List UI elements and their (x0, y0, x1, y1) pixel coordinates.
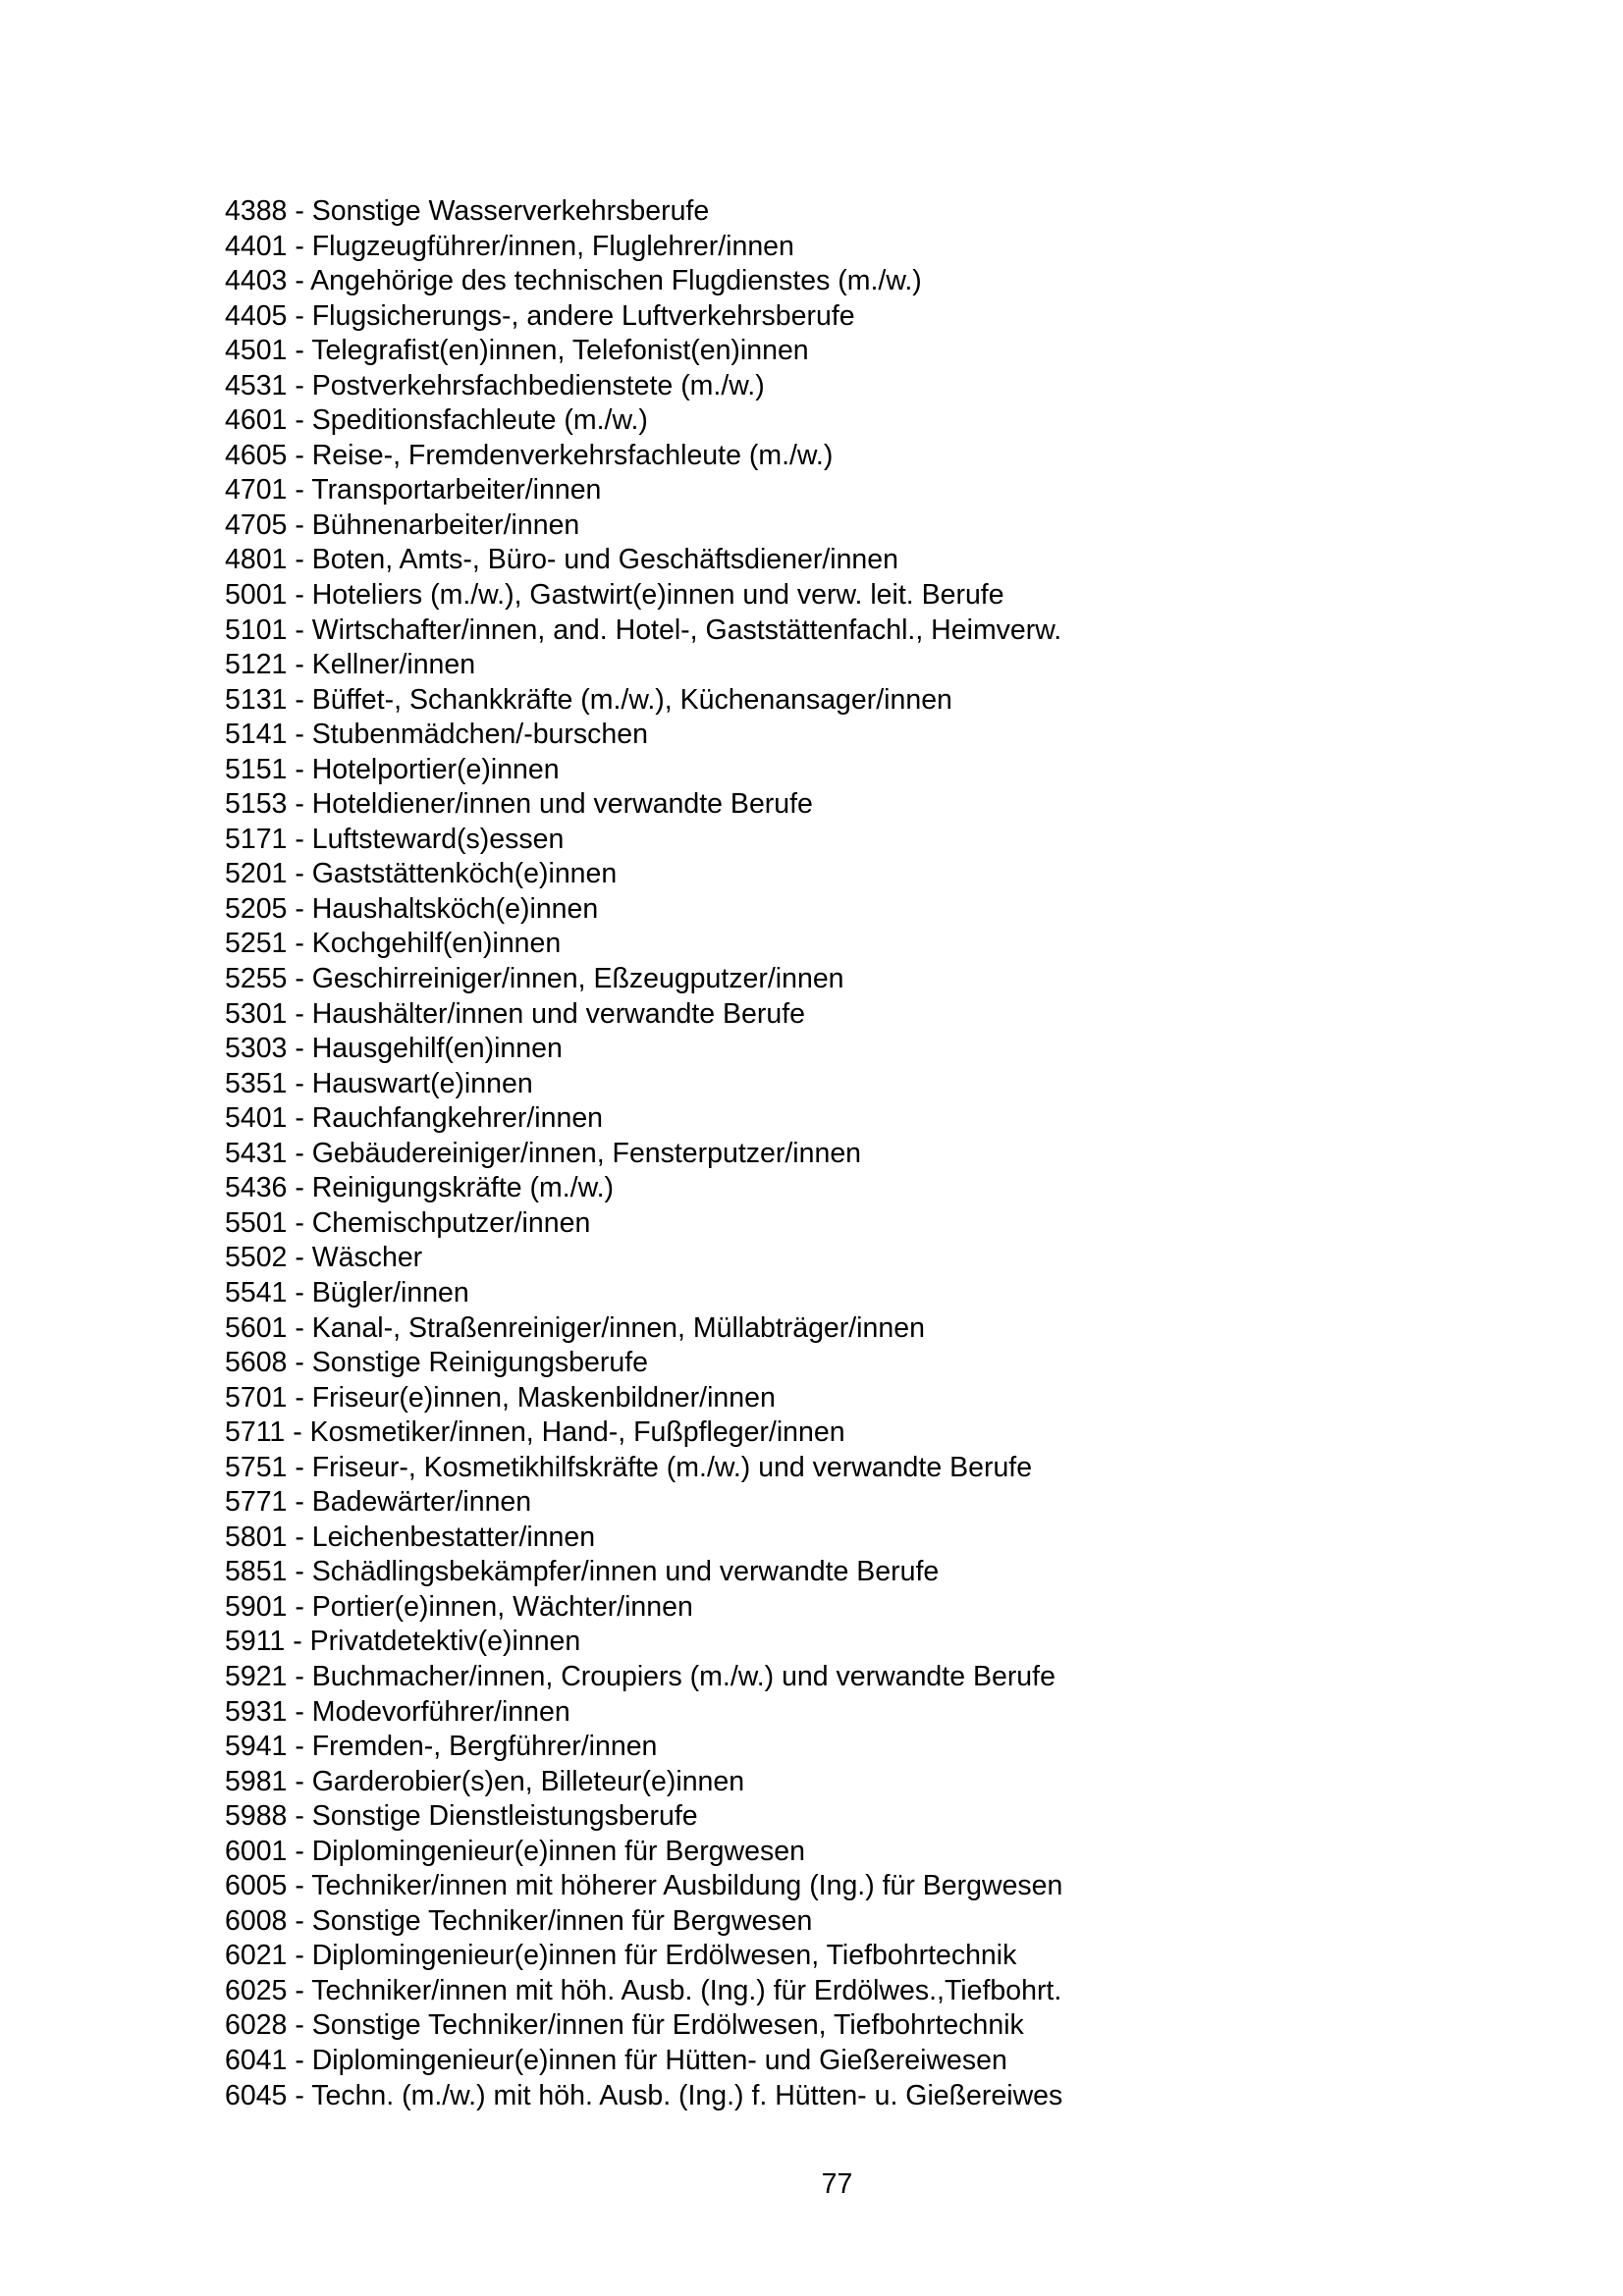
list-item: 6001 - Diplomingenieur(e)innen für Bergwesen (225, 1835, 805, 1867)
list-item: 5921 - Buchmacher/innen, Croupiers (m./w.) und verwandte Berufe (225, 1660, 1055, 1692)
list-item: 5608 - Sonstige Reinigungsberufe (225, 1347, 648, 1379)
list-item: 6045 - Techn. (m./w.) mit höh. Ausb. (Ing.) f. Hütten- u. Gießereiwes (225, 2079, 1063, 2111)
list-item: 4388 - Sonstige Wasserverkehrsberufe (225, 195, 710, 227)
list-item: 6028 - Sonstige Techniker/innen für Erdölwesen, Tiefbohrtechnik (225, 2009, 1024, 2042)
list-item: 5771 - Badewärter/innen (225, 1486, 532, 1519)
page-number: 77 (821, 2168, 853, 2200)
list-item: 5301 - Haushälter/innen und verwandte Berufe (225, 997, 805, 1030)
list-item: 6021 - Diplomingenieur(e)innen für Erdölwesen, Tiefbohrtechnik (225, 1940, 1017, 1972)
list-item: 6008 - Sonstige Techniker/innen für Bergwesen (225, 1904, 813, 1937)
list-item: 5151 - Hotelportier(e)innen (225, 753, 560, 785)
list-item: 5131 - Büffet-, Schankkräfte (m./w.), Küchenansager/innen (225, 683, 952, 716)
list-item: 5601 - Kanal-, Straßenreiniger/innen, Müllabträger/innen (225, 1311, 925, 1344)
list-item: 4501 - Telegrafist(en)innen, Telefonist(en)innen (225, 335, 809, 367)
list-item: 5851 - Schädlingsbekämpfer/innen und verwandte Berufe (225, 1556, 940, 1588)
list-item: 5502 - Wäscher (225, 1242, 423, 1274)
list-item: 5001 - Hoteliers (m./w.), Gastwirt(e)innen und verw. leit. Berufe (225, 579, 1004, 612)
list-item: 4401 - Flugzeugführer/innen, Fluglehrer/innen (225, 230, 794, 262)
list-item: 5201 - Gaststättenköch(e)innen (225, 858, 618, 890)
list-item: 5436 - Reinigungskräfte (m./w.) (225, 1172, 615, 1204)
list-item: 5431 - Gebäudereiniger/innen, Fensterputzer/innen (225, 1137, 862, 1169)
list-item: 4701 - Transportarbeiter/innen (225, 474, 602, 507)
list-item: 4403 - Angehörige des technischen Flugdienstes (m./w.) (225, 265, 922, 297)
list-item: 5981 - Garderobier(s)en, Billeteur(e)innen (225, 1765, 745, 1797)
list-item: 5205 - Haushaltsköch(e)innen (225, 892, 599, 925)
list-item: 6041 - Diplomingenieur(e)innen für Hütten- und Gießereiwesen (225, 2044, 1007, 2076)
list-item: 5911 - Privatdetektiv(e)innen (225, 1626, 581, 1658)
list-item: 5988 - Sonstige Dienstleistungsberufe (225, 1800, 698, 1833)
list-item: 5541 - Bügler/innen (225, 1276, 469, 1308)
list-item: 5801 - Leichenbestatter/innen (225, 1521, 596, 1553)
list-item: 6005 - Techniker/innen mit höherer Ausbildung (Ing.) für Bergwesen (225, 1870, 1063, 1902)
list-item: 5401 - Rauchfangkehrer/innen (225, 1102, 604, 1135)
list-item: 5251 - Kochgehilf(en)innen (225, 928, 562, 960)
list-item: 5255 - Geschirreiniger/innen, Eßzeugputzer/innen (225, 963, 844, 995)
list-item: 5101 - Wirtschafter/innen, and. Hotel-, Gaststättenfachl., Heimverw. (225, 614, 1062, 646)
list-item: 4705 - Bühnenarbeiter/innen (225, 508, 580, 541)
list-item: 5141 - Stubenmädchen/-burschen (225, 719, 648, 751)
list-item: 5931 - Modevorführer/innen (225, 1695, 570, 1728)
list-item: 5901 - Portier(e)innen, Wächter/innen (225, 1590, 693, 1623)
list-item: 6025 - Techniker/innen mit höh. Ausb. (Ing.) für Erdölwes.,Tiefbohrt. (225, 1974, 1062, 2006)
list-item: 4531 - Postverkehrsfachbedienstete (m./w.) (225, 369, 765, 401)
list-item: 4801 - Boten, Amts-, Büro- und Geschäftsdiener/innen (225, 544, 898, 576)
list-item: 5941 - Fremden-, Bergführer/innen (225, 1731, 658, 1763)
list-item: 4405 - Flugsicherungs-, andere Luftverkehrsberufe (225, 299, 855, 332)
occupation-code-list (225, 194, 1062, 2113)
list-item: 5171 - Luftsteward(s)essen (225, 823, 565, 855)
list-item: 5501 - Chemischputzer/innen (225, 1206, 591, 1239)
list-item: 5711 - Kosmetiker/innen, Hand-, Fußpfleger/innen (225, 1416, 845, 1449)
list-item: 5303 - Hausgehilf(en)innen (225, 1033, 563, 1065)
list-item: 4605 - Reise-, Fremdenverkehrsfachleute (m./w.) (225, 439, 834, 471)
list-item: 5121 - Kellner/innen (225, 649, 476, 681)
list-item: 5751 - Friseur-, Kosmetikhilfskräfte (m./w.) und verwandte Berufe (225, 1451, 1033, 1483)
list-item: 5701 - Friseur(e)innen, Maskenbildner/innen (225, 1381, 776, 1414)
list-item: 5153 - Hoteldiener/innen und verwandte Berufe (225, 788, 813, 821)
list-item: 4601 - Speditionsfachleute (m./w.) (225, 404, 648, 437)
list-item: 5351 - Hauswart(e)innen (225, 1067, 533, 1099)
